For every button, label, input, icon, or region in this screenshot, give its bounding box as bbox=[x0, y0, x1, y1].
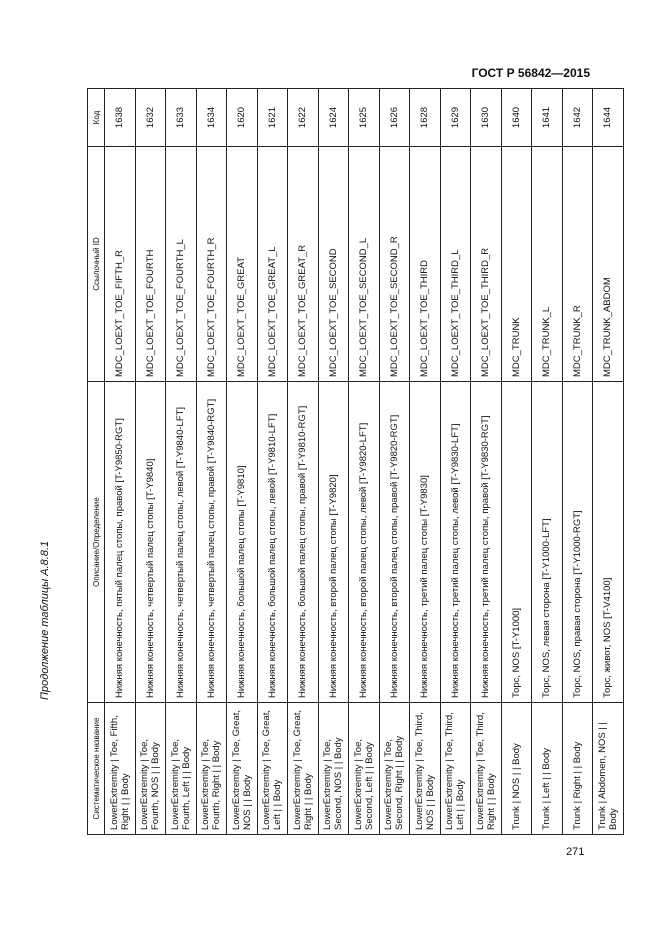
header-systematic-name: Систематическое название bbox=[88, 703, 105, 835]
cell-ref: MDC_LOEXT_TOE_FIFTH_R bbox=[105, 147, 136, 382]
cell-desc: Торс, NOS [T-Y1000] bbox=[501, 382, 532, 703]
cell-ref: MDC_LOEXT_TOE_SECOND bbox=[318, 147, 349, 382]
cell-code: 1625 bbox=[349, 89, 380, 147]
cell-code: 1630 bbox=[471, 89, 502, 147]
cell-ref: MDC_LOEXT_TOE_FOURTH_L bbox=[166, 147, 197, 382]
table-row bbox=[349, 89, 380, 835]
table-row bbox=[562, 89, 593, 835]
standard-number: ГОСТ Р 56842—2015 bbox=[471, 66, 590, 80]
table-header-row bbox=[88, 89, 105, 835]
cell-desc: Нижняя конечность, большой палец стопы, левой [T-Y9810-LFT] bbox=[257, 382, 288, 703]
cell-code: 1640 bbox=[501, 89, 532, 147]
cell-name: LowerExtremity | Toe, Third, NOS | | Body bbox=[410, 703, 441, 835]
cell-desc: Нижняя конечность, второй палец стопы [T-Y9820] bbox=[318, 382, 349, 703]
cell-code: 1624 bbox=[318, 89, 349, 147]
cell-desc: Нижняя конечность, большой палец стопы [T-Y9810] bbox=[227, 382, 258, 703]
table-row bbox=[501, 89, 532, 835]
cell-code: 1622 bbox=[288, 89, 319, 147]
cell-code: 1632 bbox=[135, 89, 166, 147]
cell-ref: MDC_TRUNK_R bbox=[562, 147, 593, 382]
cell-desc: Нижняя конечность, третий палец стопы, левой [T-Y9830-LFT] bbox=[440, 382, 471, 703]
cell-name: LowerExtremity | Toe, Fourth, NOS | | Body bbox=[135, 703, 166, 835]
cell-ref: MDC_TRUNK_L bbox=[532, 147, 563, 382]
cell-desc: Торс, живот, NOS [T-V4100] bbox=[593, 382, 624, 703]
table-row bbox=[318, 89, 349, 835]
cell-ref: MDC_LOEXT_TOE_GREAT bbox=[227, 147, 258, 382]
cell-desc: Нижняя конечность, третий палец стопы [T-Y9830] bbox=[410, 382, 441, 703]
table-row bbox=[166, 89, 197, 835]
cell-ref: MDC_LOEXT_TOE_SECOND_L bbox=[349, 147, 380, 382]
cell-name: LowerExtremity | Toe, Great, Right | | Body bbox=[288, 703, 319, 835]
cell-name: LowerExtremity | Toe, Second, Right | | Body bbox=[379, 703, 410, 835]
cell-code: 1638 bbox=[105, 89, 136, 147]
header-description: Описание/Определение bbox=[88, 382, 105, 703]
cell-code: 1628 bbox=[410, 89, 441, 147]
table-row bbox=[196, 89, 227, 835]
cell-ref: MDC_TRUNK bbox=[501, 147, 532, 382]
cell-desc: Нижняя конечность, второй палец стопы, левой [T-Y9820-LFT] bbox=[349, 382, 380, 703]
cell-desc: Нижняя конечность, большой палец стопы, правой [T-Y9810-RGT] bbox=[288, 382, 319, 703]
cell-name: LowerExtremity | Toe, Second, Left | | Body bbox=[349, 703, 380, 835]
cell-name: LowerExtremity | Toe, Fourth, Left | | Body bbox=[166, 703, 197, 835]
cell-name: LowerExtremity | Toe, Third, Right | | Body bbox=[471, 703, 502, 835]
cell-ref: MDC_TRUNK_ABDOM bbox=[593, 147, 624, 382]
cell-name: Trunk | Right | | Body bbox=[562, 703, 593, 835]
cell-code: 1644 bbox=[593, 89, 624, 147]
table-row bbox=[105, 89, 136, 835]
table-row bbox=[288, 89, 319, 835]
cell-ref: MDC_LOEXT_TOE_THIRD_L bbox=[440, 147, 471, 382]
cell-ref: MDC_LOEXT_TOE_THIRD bbox=[410, 147, 441, 382]
cell-ref: MDC_LOEXT_TOE_FOURTH_R bbox=[196, 147, 227, 382]
header-code: Код bbox=[88, 89, 105, 147]
cell-ref: MDC_LOEXT_TOE_FOURTH bbox=[135, 147, 166, 382]
cell-code: 1621 bbox=[257, 89, 288, 147]
table-row bbox=[227, 89, 258, 835]
table-row bbox=[410, 89, 441, 835]
cell-code: 1620 bbox=[227, 89, 258, 147]
cell-desc: Торс, NOS, левая сторона [T-Y1000-LFT] bbox=[532, 382, 563, 703]
cell-name: LowerExtremity | Toe, Second, NOS | | Body bbox=[318, 703, 349, 835]
cell-ref: MDC_LOEXT_TOE_GREAT_L bbox=[257, 147, 288, 382]
cell-name: LowerExtremity | Toe, Fourth, Right | | Body bbox=[196, 703, 227, 835]
cell-name: LowerExtremity | Toe, Great, Left | | Body bbox=[257, 703, 288, 835]
cell-name: LowerExtremity | Toe, Great, NOS | | Body bbox=[227, 703, 258, 835]
codes-table bbox=[87, 88, 624, 835]
cell-code: 1634 bbox=[196, 89, 227, 147]
table-row bbox=[532, 89, 563, 835]
cell-desc: Нижняя конечность, пятый палец стопы, правой [T-Y9850-RGT] bbox=[105, 382, 136, 703]
cell-name: LowerExtremity | Toe, Third, Left | | Body bbox=[440, 703, 471, 835]
cell-desc: Нижняя конечность, четвертый палец стопы, правой [T-Y9840-RGT] bbox=[196, 382, 227, 703]
table-caption: Продолжение таблицы А.8.8.1 bbox=[39, 540, 51, 700]
table-row bbox=[593, 89, 624, 835]
table-row bbox=[471, 89, 502, 835]
cell-code: 1641 bbox=[532, 89, 563, 147]
cell-ref: MDC_LOEXT_TOE_SECOND_R bbox=[379, 147, 410, 382]
table-row bbox=[379, 89, 410, 835]
cell-code: 1633 bbox=[166, 89, 197, 147]
cell-desc: Торс, NOS, правая сторона [T-Y1000-RGT] bbox=[562, 382, 593, 703]
table-row bbox=[257, 89, 288, 835]
cell-desc: Нижняя конечность, четвертый палец стопы, левой [T-Y9840-LFT] bbox=[166, 382, 197, 703]
cell-name: LowerExtremity | Toe, Fifth, Right | | Body bbox=[105, 703, 136, 835]
cell-code: 1642 bbox=[562, 89, 593, 147]
cell-desc: Нижняя конечность, третий палец стопы, правой [T-Y9830-RGT] bbox=[471, 382, 502, 703]
table-row bbox=[135, 89, 166, 835]
cell-desc: Нижняя конечность, второй палец стопы, правой [T-Y9820-RGT] bbox=[379, 382, 410, 703]
cell-ref: MDC_LOEXT_TOE_GREAT_R bbox=[288, 147, 319, 382]
cell-code: 1629 bbox=[440, 89, 471, 147]
cell-name: Trunk | NOS | | Body bbox=[501, 703, 532, 835]
cell-desc: Нижняя конечность, четвертый палец стопы [T-Y9840] bbox=[135, 382, 166, 703]
cell-code: 1626 bbox=[379, 89, 410, 147]
page-number: 271 bbox=[566, 846, 585, 858]
cell-name: Trunk | Left | | Body bbox=[532, 703, 563, 835]
cell-name: Trunk | Abdomen, NOS | | Body bbox=[593, 703, 624, 835]
table-container bbox=[87, 88, 624, 835]
cell-ref: MDC_LOEXT_TOE_THIRD_R bbox=[471, 147, 502, 382]
header-reference-id: Ссылочный ID bbox=[88, 147, 105, 382]
table-row bbox=[440, 89, 471, 835]
